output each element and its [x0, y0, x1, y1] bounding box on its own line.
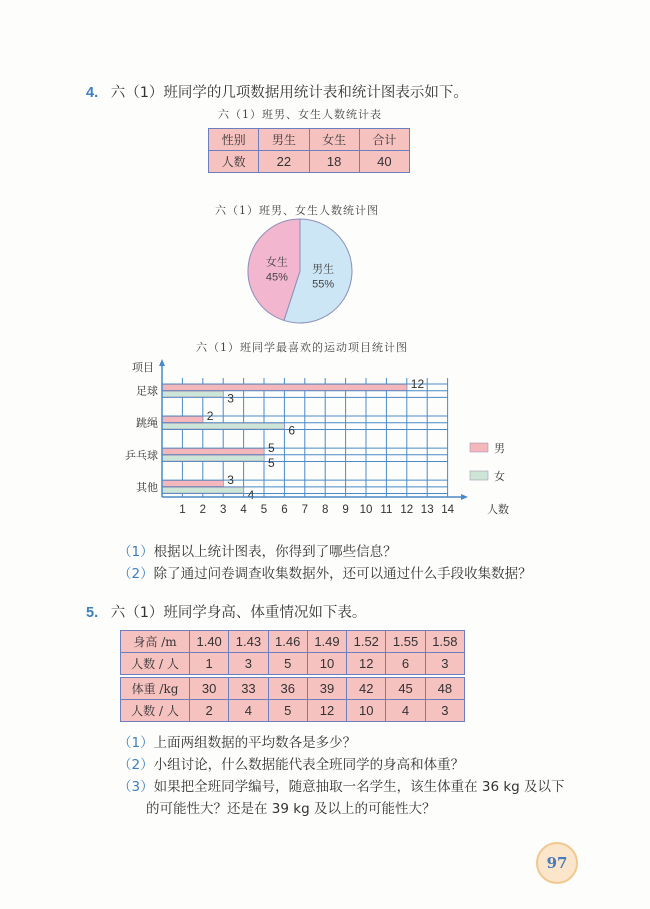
x-tick-label: 7 — [301, 504, 309, 516]
sub-text: 根据以上统计图表，你得到了哪些信息？ — [153, 544, 397, 560]
bar-male — [162, 449, 264, 455]
question-number: 4. — [86, 85, 99, 101]
x-axis-label: 人数 — [487, 503, 509, 516]
bar-value-label: 5 — [268, 441, 275, 456]
y-axis-label: 项目 — [132, 361, 154, 374]
question-5-3 — [118, 775, 565, 795]
sub-text: 除了通过问卷调查收集数据外，还可以通过什么手段收集数据？ — [153, 566, 532, 582]
legend-swatch — [470, 443, 488, 452]
question-number: 5. — [86, 605, 99, 621]
question-4-heading — [86, 81, 468, 102]
bar-chart-title: 六（1）班同学最喜欢的运动项目统计图 — [196, 341, 408, 354]
x-tick-label: 11 — [380, 504, 393, 516]
table-cell: 45 — [386, 678, 425, 700]
legend-swatch — [470, 471, 488, 480]
sub-text: 小组讨论，什么数据能代表全班同学的身高和体重？ — [153, 757, 465, 773]
table-cell: 1.52 — [347, 631, 386, 653]
x-tick-label: 9 — [342, 504, 349, 516]
sub-number: （2） — [118, 757, 154, 773]
table-cell: 3 — [425, 700, 464, 722]
question-4-2 — [118, 562, 532, 582]
category-label: 乒乓球 — [125, 448, 158, 462]
table-cell: 合计 — [359, 129, 409, 151]
table-cell: 12 — [307, 700, 346, 722]
table-cell: 6 — [386, 653, 425, 675]
bar-female — [162, 423, 284, 429]
bar-value-label: 2 — [206, 409, 214, 424]
pie-chart-title: 六（1）班男、女生人数统计图 — [215, 204, 379, 217]
table-cell: 10 — [307, 653, 346, 675]
bar-value-label: 5 — [268, 455, 275, 470]
category-label: 足球 — [136, 384, 158, 398]
sports-bar-chart — [100, 355, 520, 525]
pie-percent: 55% — [312, 278, 335, 291]
table-cell: 男生 — [259, 129, 309, 151]
table-cell: 36 — [268, 678, 307, 700]
table-cell: 1.58 — [425, 631, 464, 653]
table-cell: 10 — [347, 700, 386, 722]
table-cell: 4 — [386, 700, 425, 722]
pie-label: 女生 — [265, 255, 288, 269]
height-table — [120, 630, 465, 675]
x-tick-label: 4 — [240, 504, 247, 516]
category-label: 其他 — [136, 480, 158, 494]
table-cell: 40 — [359, 151, 409, 173]
table-cell: 22 — [259, 151, 309, 173]
bar-value-label: 6 — [288, 423, 296, 438]
question-5-3-cont: 的可能性大？还是在 39 kg 及以上的可能性大？ — [146, 801, 436, 817]
sub-number: （1） — [118, 544, 154, 560]
table-cell: 5 — [268, 653, 307, 675]
x-axis-arrow-icon — [461, 494, 468, 500]
table-cell: 42 — [347, 678, 386, 700]
table-cell: 人数 / 人 — [121, 653, 190, 675]
x-tick-label: 3 — [219, 504, 227, 516]
table-cell: 39 — [307, 678, 346, 700]
question-5-heading — [86, 601, 366, 622]
gender-table-title: 六（1）班男、女生人数统计表 — [218, 108, 382, 121]
bar-female — [162, 487, 244, 493]
table-cell: 1.43 — [229, 631, 268, 653]
legend-label: 男 — [494, 442, 505, 455]
question-text: 六（1）班同学的几项数据用统计表和统计图表示如下。 — [110, 85, 468, 101]
table-cell: 1 — [190, 653, 229, 675]
x-tick-label: 12 — [400, 504, 414, 516]
bar-male — [162, 385, 407, 391]
table-cell: 1.55 — [386, 631, 425, 653]
bar-value-label: 12 — [410, 377, 425, 391]
question-5-2 — [118, 753, 464, 773]
x-tick-label: 8 — [321, 504, 329, 516]
x-tick-label: 14 — [441, 504, 454, 516]
sub-number: （2） — [118, 566, 154, 582]
table-cell: 48 — [425, 678, 464, 700]
table-cell: 4 — [229, 700, 268, 722]
bar-value-label: 4 — [247, 487, 255, 502]
sub-text: 上面两组数据的平均数各是多少？ — [153, 735, 357, 751]
weight-table — [120, 677, 465, 722]
bar-female — [162, 455, 264, 461]
gender-table — [208, 128, 410, 173]
sub-text: 如果把全班同学编号，随意抽取一名学生，该生体重在 36 kg 及以下 — [153, 779, 565, 795]
table-cell: 身高 /m — [121, 631, 190, 653]
x-tick-label: 10 — [359, 504, 373, 516]
gender-pie-chart — [240, 215, 360, 330]
table-cell: 人数 — [209, 151, 259, 173]
table-cell: 体重 /kg — [121, 678, 190, 700]
question-4-1 — [118, 540, 397, 560]
question-text: 六（1）班同学身高、体重情况如下表。 — [110, 605, 367, 621]
x-tick-label: 6 — [281, 504, 288, 516]
bar-value-label: 3 — [227, 391, 234, 406]
x-tick-label: 5 — [260, 504, 268, 516]
table-cell: 1.40 — [190, 631, 229, 653]
table-cell: 2 — [190, 700, 229, 722]
x-tick-label: 13 — [420, 504, 434, 516]
bar-female — [162, 391, 223, 397]
bar-male — [162, 481, 223, 487]
table-cell: 3 — [229, 653, 268, 675]
table-cell: 3 — [425, 653, 464, 675]
category-label: 跳绳 — [136, 416, 158, 430]
table-cell: 30 — [190, 678, 229, 700]
table-cell: 女生 — [309, 129, 359, 151]
question-5-1 — [118, 731, 356, 751]
sub-number: （1） — [118, 735, 154, 751]
table-cell: 1.49 — [307, 631, 346, 653]
table-cell: 18 — [309, 151, 359, 173]
y-axis-arrow-icon — [159, 359, 165, 366]
pie-label: 男生 — [312, 262, 335, 276]
bar-value-label: 3 — [227, 473, 234, 488]
table-cell: 5 — [268, 700, 307, 722]
table-cell: 33 — [229, 678, 268, 700]
x-tick-label: 1 — [179, 504, 186, 516]
pie-percent: 45% — [265, 271, 288, 284]
x-tick-label: 2 — [199, 504, 207, 516]
table-cell: 12 — [347, 653, 386, 675]
bar-male — [162, 417, 203, 423]
sub-number: （3） — [118, 779, 154, 795]
page-number: 97 — [536, 842, 578, 884]
table-cell: 人数 / 人 — [121, 700, 190, 722]
table-cell: 性别 — [209, 129, 259, 151]
legend-label: 女 — [494, 470, 505, 483]
table-cell: 1.46 — [268, 631, 307, 653]
